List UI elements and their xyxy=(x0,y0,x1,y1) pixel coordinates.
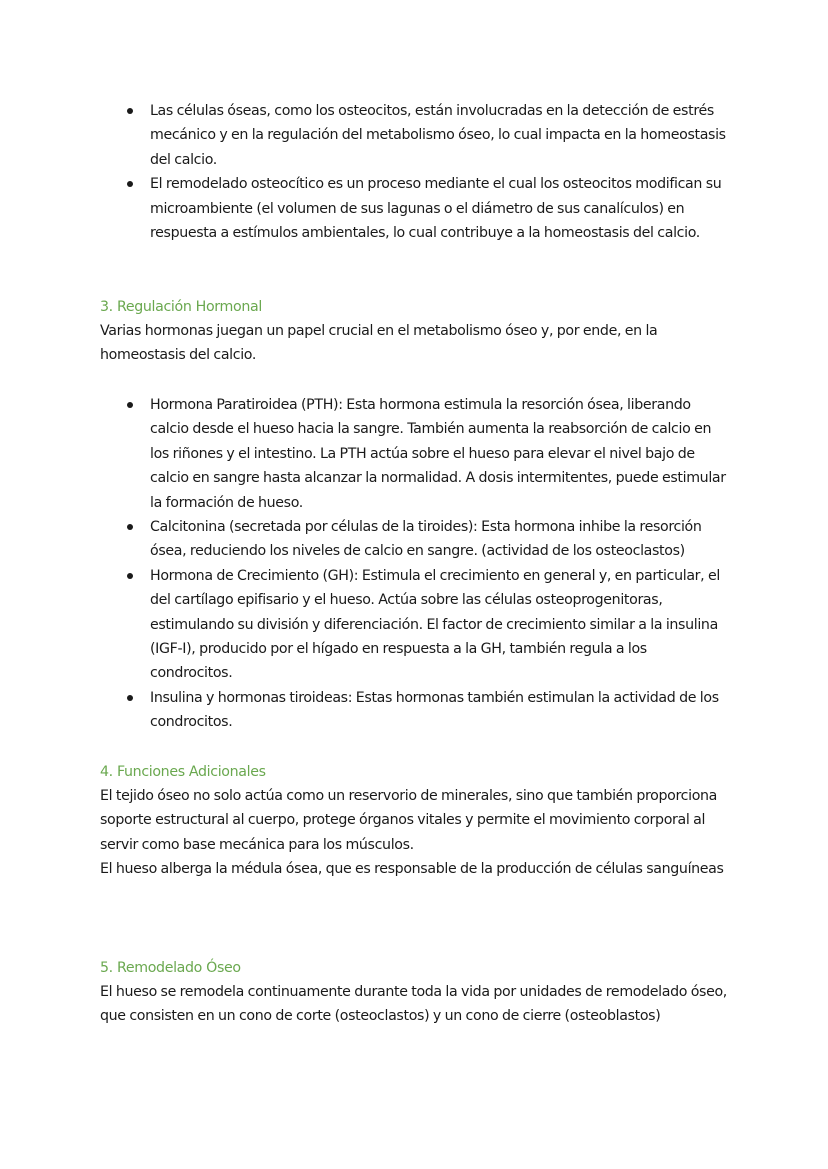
section-heading-funciones-adicionales: 4. Funciones Adicionales xyxy=(100,764,266,780)
list-item xyxy=(100,99,730,172)
bullet-icon xyxy=(127,402,133,408)
hormone-bullet-list xyxy=(100,393,730,735)
list-item-text: Insulina y hormonas tiroideas: Estas hormonas también estimulan la actividad de los condrocitos. xyxy=(150,689,719,731)
bullet-icon xyxy=(127,524,133,530)
list-item xyxy=(100,172,730,245)
section-intro-paragraph: Varias hormonas juegan un papel crucial en el metabolismo óseo y, por ende, en la homeostasis del calcio. xyxy=(100,323,658,364)
list-item-text: Hormona de Crecimiento (GH): Estimula el crecimiento en general y, en particular, el del cartílago epifisario y el hueso. Actúa sobre las células osteoprogenitoras, estimulando su división y diferenciación. El factor de crecimiento similar a la insulina (IGF-I), producido por el hígado en respuesta a la GH, también regula a los condrocitos. xyxy=(150,567,720,682)
section-heading-remodelado-oseo: 5. Remodelado Óseo xyxy=(100,960,241,976)
list-item xyxy=(100,564,730,686)
bullet-icon xyxy=(127,695,133,701)
list-item-text: El remodelado osteocítico es un proceso mediante el cual los osteocitos modifican su microambiente (el volumen de sus lagunas o el diámetro de sus canalículos) en respuesta a estímulos ambientales, lo cual contribuye a la homeostasis del calcio. xyxy=(150,176,722,242)
bullet-icon xyxy=(127,108,133,114)
section-heading-regulacion-hormonal: 3. Regulación Hormonal xyxy=(100,299,262,315)
list-item xyxy=(100,393,730,515)
list-item-text: Las células óseas, como los osteocitos, están involucradas en la detección de estrés mecánico y en la regulación del metabolismo óseo, lo cual impacta en la homeostasis del calcio. xyxy=(150,103,726,168)
paragraph: El hueso se remodela continuamente durante toda la vida por unidades de remodelado óseo, que consisten en un cono de corte (osteoclastos) y un cono de cierre (osteoblastos) xyxy=(100,984,727,1025)
list-item-text: Calcitonina (secretada por células de la tiroides): Esta hormona inhibe la resorción ósea, reduciendo los niveles de calcio en sangre. (actividad de los osteoclastos) xyxy=(150,519,702,560)
list-item-text: Hormona Paratiroidea (PTH): Esta hormona estimula la resorción ósea, liberando calcio desde el hueso hacia la sangre. También aumenta la reabsorción de calcio en los riñones y el intestino. La PTH actúa sobre el hueso para elevar el nivel bajo de calcio en sangre hasta alcanzar la normalidad. A dosis intermitentes, puede estimular la formación de hueso. xyxy=(150,397,726,511)
bullet-icon xyxy=(127,573,133,579)
list-item xyxy=(100,515,730,564)
list-item xyxy=(100,686,730,735)
paragraph: El hueso alberga la médula ósea, que es responsable de la producción de células sanguíneas xyxy=(100,861,724,877)
bullet-icon xyxy=(127,181,133,187)
paragraph: El tejido óseo no solo actúa como un reservorio de minerales, sino que también proporciona soporte estructural al cuerpo, protege órganos vitales y permite el movimiento corporal al servir como base mecánica para los músculos. xyxy=(100,788,718,853)
intro-bullet-list xyxy=(100,99,730,245)
